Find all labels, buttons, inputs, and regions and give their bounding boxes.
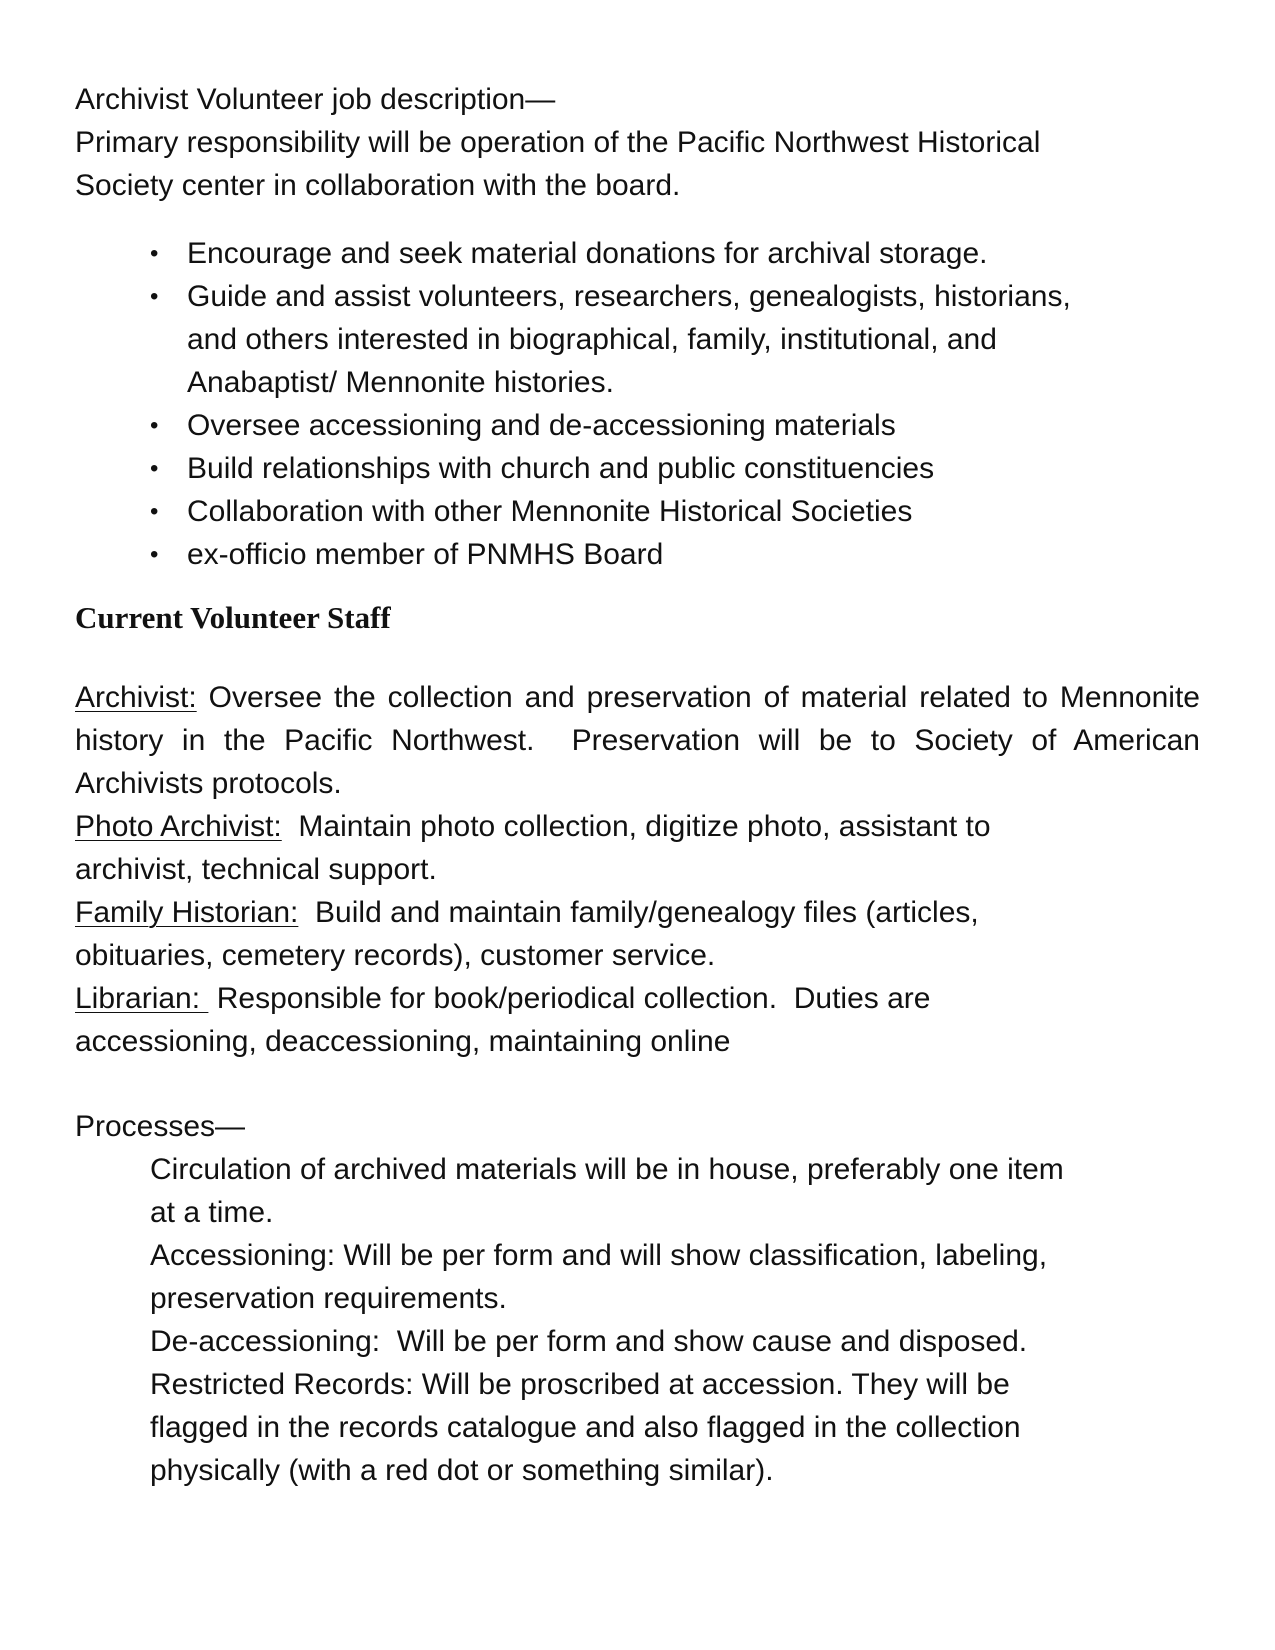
staff-section-title: Current Volunteer Staff: [75, 600, 391, 635]
list-item-text: Collaboration with other Mennonite Historical Societies: [187, 495, 913, 528]
list-item-text: Anabaptist/ Mennonite histories.: [187, 366, 614, 399]
photo-archivist-entry: [75, 805, 1200, 848]
bullet-icon: •: [150, 541, 159, 568]
list-item-text: Build relationships with church and public constituencies: [187, 452, 935, 485]
bullet-icon: •: [150, 498, 159, 525]
librarian-description: Responsible for book/periodical collection. Duties are: [208, 982, 931, 1015]
process-line: Accessioning: Will be per form and will show classification, labeling,: [150, 1239, 1048, 1272]
list-item: [75, 490, 1200, 533]
list-item-text: ex-officio member of PNMHS Board: [187, 538, 664, 571]
librarian-continued: accessioning, deaccessioning, maintaining online: [75, 1025, 731, 1058]
list-item-text: Oversee accessioning and de-accessioning materials: [187, 409, 896, 442]
bullet-icon: •: [150, 240, 159, 267]
archivist-entry: [75, 676, 1200, 805]
family-historian-continued: obituaries, cemetery records), customer service.: [75, 939, 716, 972]
process-line: De-accessioning: Will be per form and show cause and disposed.: [150, 1325, 1028, 1358]
process-line: at a time.: [150, 1196, 274, 1229]
process-line: Circulation of archived materials will be in house, preferably one item: [150, 1153, 1064, 1186]
process-line: Restricted Records: Will be proscribed at accession. They will be: [150, 1368, 1010, 1401]
list-item-text: and others interested in biographical, family, institutional, and: [187, 323, 997, 356]
librarian-entry: [75, 977, 1200, 1020]
responsibilities-list: [75, 232, 1200, 576]
processes-section: [75, 1105, 1200, 1492]
bullet-icon: •: [150, 283, 159, 310]
document-title: Archivist Volunteer job description—: [75, 83, 556, 116]
list-item: [75, 232, 1200, 275]
list-item: [75, 275, 1200, 404]
photo-archivist-role-label: Photo Archivist:: [75, 810, 282, 843]
family-historian-entry: [75, 891, 1200, 934]
bullet-icon: •: [150, 412, 159, 439]
photo-archivist-continued: archivist, technical support.: [75, 853, 437, 886]
document-page: [75, 78, 1200, 1492]
photo-archivist-description: Maintain photo collection, digitize photo, assistant to: [281, 810, 991, 843]
process-line: physically (with a red dot or something similar).: [150, 1454, 774, 1487]
archivist-role-label: Archivist:: [75, 681, 197, 714]
process-line: preservation requirements.: [150, 1282, 507, 1315]
list-item: [75, 404, 1200, 447]
list-item-text: Encourage and seek material donations for archival storage.: [187, 237, 988, 270]
bullet-icon: •: [150, 455, 159, 482]
librarian-role-label: Librarian:: [75, 982, 209, 1015]
process-line: flagged in the records catalogue and also flagged in the collection: [150, 1411, 1021, 1444]
intro-line-1: Primary responsibility will be operation of the Pacific Northwest Historical: [75, 126, 1041, 159]
family-historian-role-label: Family Historian:: [75, 896, 299, 929]
processes-title: Processes—: [75, 1110, 246, 1143]
intro-line-2: Society center in collaboration with the board.: [75, 169, 681, 202]
list-item: [75, 533, 1200, 576]
family-historian-description: Build and maintain family/genealogy files (articles,: [298, 896, 979, 929]
archivist-description: Oversee the collection and preservation of material related to Mennonite history in the Pacific Northwest. Preservation will be to Society of American Archivists protocols.: [75, 681, 1200, 800]
list-item: [75, 447, 1200, 490]
list-item-text: Guide and assist volunteers, researchers, genealogists, historians,: [187, 280, 1071, 313]
staff-section: [75, 676, 1200, 1063]
